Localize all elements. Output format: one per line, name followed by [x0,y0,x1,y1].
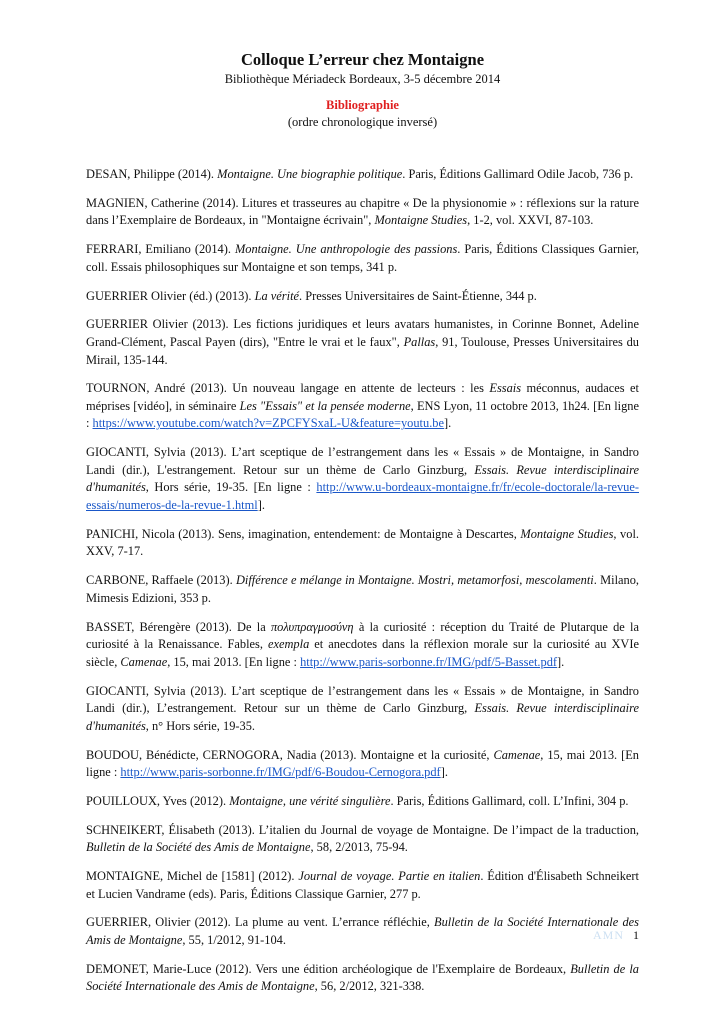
bibliography-entry [86,288,639,306]
entry-italic-text: Montaigne Studies [374,213,468,228]
bibliography-entry [86,868,639,903]
entry-italic-text: Montaigne. Une anthropologie des passions [234,242,458,257]
entry-text: , 1-2, vol. XXVI, 87-103. [467,213,594,228]
entry-text: . Paris, Éditions Gallimard, coll. L’Infini, 304 p. [390,793,629,808]
entry-text: , 58, 2/2013, 75-94. [310,840,408,855]
entry-text: ]. [557,654,565,669]
entry-text: MONTAIGNE, Michel de [1581] (2012). [86,869,299,884]
entry-italic-text: La vérité [254,288,300,303]
footer-mark: AMN [592,928,624,942]
entry-text: DESAN, Philippe (2014). [86,167,218,181]
entry-text: GUERRIER Olivier (éd.) (2013). [86,288,255,303]
entry-italic-text: Bulletin de la Société Internationale des Amis de Montaigne [86,915,639,947]
entry-text: ]. [444,416,452,431]
entry-text: méconnus, audaces et méprises [vidéo], in séminaire [86,381,639,413]
entry-text: , n° Hors série, 19-35. [145,718,256,733]
document-subtitle: Bibliothèque Mériadeck Bordeaux, 3-5 décembre 2014 [224,72,501,86]
entry-text: . Presses Universitaires de Saint-Étienne, 344 p. [299,288,537,303]
entry-text: ]. [440,765,448,780]
entry-text: SCHNEIKERT, Élisabeth (2013). L’italien du Journal de voyage de Montaigne. De l’impact de la traduction, [86,822,639,837]
entry-text: GIOCANTI, Sylvia (2013). L’art sceptique de l’estrangement dans les « Essais » de Montaigne, in Sandro Landi (dir.), L’estrangement. Retour sur un thème de Carlo Ginzburg, [86,683,639,716]
entry-text: . Édition d'Élisabeth Schneikert et Lucien Vandrame (eds). Paris, Éditions Classique Garnier, 277 p. [86,869,639,901]
entry-text: , 15, mai 2013. [En ligne : [86,747,639,780]
entry-italic-text: Pallas [403,334,436,349]
bibliography-entry [86,526,639,561]
entry-italic-text: Montaigne. Une biographie politique [217,167,403,181]
bibliography-entry [86,195,639,230]
entry-text: BOUDOU, Bénédicte, CERNOGORA, Nadia (2013). Montaigne et la curiosité, [86,747,494,762]
entry-text: . Milano, Mimesis Edizioni, 353 p. [86,573,640,605]
entry-italic-text: Essais. Revue interdisciplinaire d'humanités [86,462,639,495]
entry-text: , vol. XXV, 7-17. [86,526,639,559]
entry-text: ]. [257,498,265,513]
entry-text: , 15, mai 2013. [En ligne : [167,654,301,669]
entry-text: GUERRIER, Olivier (2012). La plume au vent. L’errance réfléchie, [86,915,435,930]
bibliography-entry [86,914,639,949]
bibliography-entry [86,444,639,514]
bibliography-entry [86,572,639,607]
entry-text: GIOCANTI, Sylvia (2013). L’art sceptique de l’estrangement dans les « Essais » de Montaigne, in Sandro Landi (dir.), L'estrangement. Retour sur un thème de Carlo Ginzburg, [86,445,639,477]
entry-text: , 56, 2/2012, 321-338. [314,979,425,994]
entry-text: TOURNON, André (2013). Un nouveau langage en attente de lecteurs : les [86,381,490,396]
bibliography-entry [86,747,639,782]
entry-italic-text: Essais [489,381,522,396]
bibliography-entry [86,619,639,672]
entry-text: à la curiosité : réception du Traité de Plutarque de la curiosité à la Renaissance. Fables, [86,619,639,652]
section-heading: Bibliographie [326,98,399,112]
bibliography-entry [86,166,639,184]
section-note: (ordre chronologique inversé) [287,115,438,129]
entry-link[interactable]: http://www.paris-sorbonne.fr/IMG/pdf/5-Basset.pdf [300,654,558,669]
bibliography-list [86,166,639,1007]
entry-text: . Paris, Éditions Gallimard Odile Jacob, 736 p. [402,167,634,181]
entry-text: , 91, Toulouse, Presses Universitaires du Mirail, 135-144. [86,334,639,367]
entry-text: GUERRIER Olivier (2013). Les fictions juridiques et leurs avatars humanistes, in Corinne Bonnet, Adeline Grand-Clément, Pascal Payen (dirs), "Entre le vrai et le faux", [86,317,639,349]
entry-text: DEMONET, Marie-Luce (2012). Vers une édition archéologique de l'Exemplaire de Bordeaux, [86,961,571,976]
page-footer [593,928,639,943]
entry-text: , 55, 1/2012, 91-104. [182,933,286,947]
entry-italic-text: Les "Essais" et la pensée moderne [239,398,411,413]
bibliography-entry [86,961,639,996]
entry-link[interactable]: https://www.youtube.com/watch?v=ZPCFYSxaL-U&feature=youtu.be [92,416,444,431]
entry-italic-text: Bulletin de la Société des Amis de Montaigne [86,840,311,855]
entry-italic-text: Journal de voyage. Partie en italien [298,869,481,884]
entry-italic-text: Essais. Revue interdisciplinaire d'humanités [86,701,639,733]
bibliography-entry [86,241,639,276]
entry-italic-text: Bulletin de la Société Internationale des Amis de Montaigne [86,961,639,994]
bibliography-entry [86,316,639,369]
entry-italic-text: πολυπραγμοσύνη [270,619,354,634]
bibliography-entry [86,683,639,736]
entry-text: et anecdotes dans la réflexion morale sur la curiosité au XVIe siècle, [86,637,639,669]
entry-text: , ENS Lyon, 11 octobre 2013, 1h24. [En ligne : [86,398,639,431]
entry-text: PANICHI, Nicola (2013). Sens, imagination, entendement: de Montaigne à Descartes, [86,526,521,541]
entry-text: FERRARI, Emiliano (2014). [86,242,235,257]
entry-link[interactable]: http://www.paris-sorbonne.fr/IMG/pdf/6-Boudou-Cernogora.pdf [120,765,441,780]
bibliography-entry [86,822,639,857]
entry-text: , Hors série, 19-35. [En ligne : [145,480,317,495]
bibliography-entry [86,793,639,811]
entry-italic-text: Montaigne Studies [520,526,614,541]
bibliography-entry [86,380,639,433]
entry-text: POUILLOUX, Yves (2012). [86,793,230,808]
document-title: Colloque L’erreur chez Montaigne [240,50,485,69]
entry-italic-text: exempla [267,637,310,652]
entry-italic-text: Montaigne, une vérité singulière [229,793,391,808]
entry-link[interactable]: http://www.u-bordeaux-montaigne.fr/fr/ecole-doctorale/la-revue-essais/numeros-de-la-revue-1.html [86,480,639,513]
entry-italic-text: Différence e mélange in Montaigne. Mostri, metamorfosi, mescolamenti [235,573,594,588]
entry-text: MAGNIEN, Catherine (2014). Litures et trasseures au chapitre « De la physionomie » : réflexions sur la rature dans l’Exemplaire de Bordeaux, in "Montaigne écrivain", [86,195,639,228]
entry-italic-text: Camenae [493,747,541,762]
entry-text: CARBONE, Raffaele (2013). [86,573,236,588]
entry-text: . Paris, Éditions Classiques Garnier, coll. Essais philosophiques sur Montaigne et son temps, 341 p. [86,242,639,274]
entry-text: BASSET, Bérengère (2013). De la [86,619,271,634]
page-number: 1 [633,928,639,942]
entry-italic-text: Camenae [120,654,168,669]
